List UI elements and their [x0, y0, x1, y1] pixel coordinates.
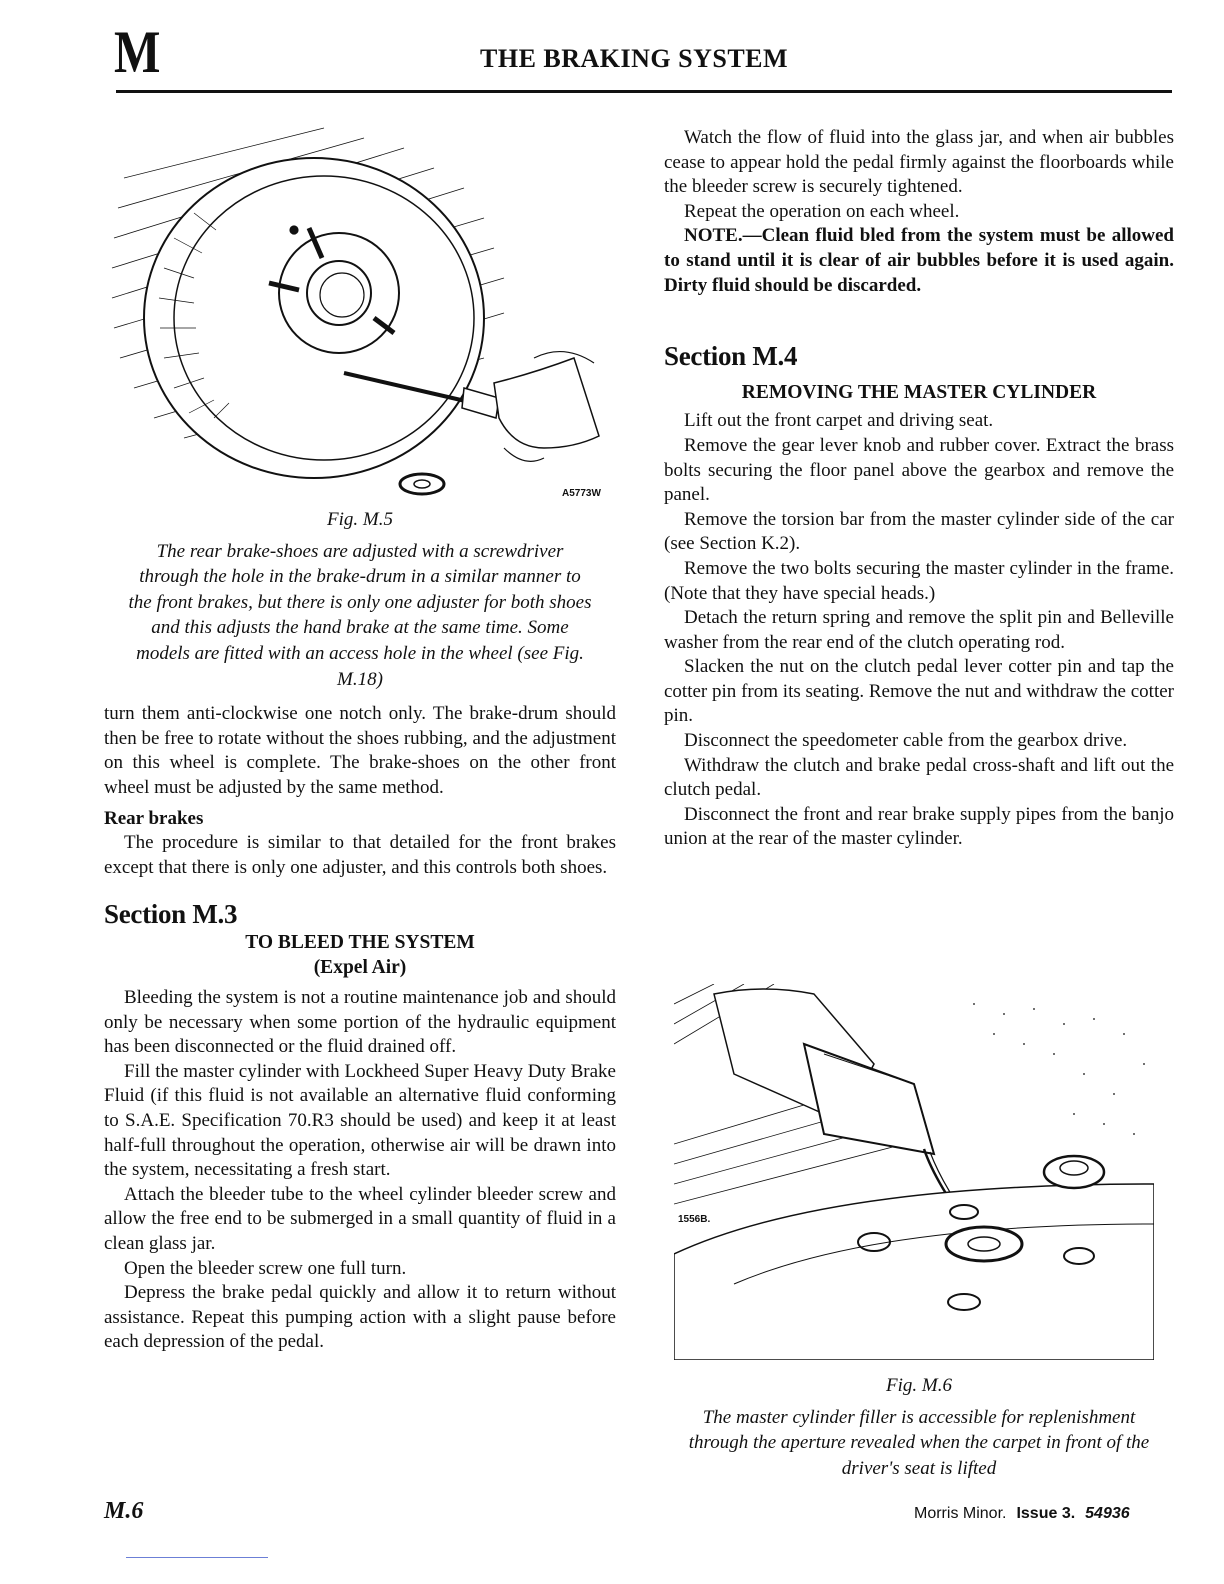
bleed-paragraph: Fill the master cylinder with Lockheed Super Heavy Duty Brake Fluid (if this fluid is not available an alternative fluid conforming to S.A.E. Specification 70.R3 should be used) and keep it at least half-full throughout the operation, otherwise air will be drawn into the system, necessitating a fresh start.: [104, 1060, 616, 1181]
section-letter: M: [114, 19, 161, 85]
rear-brakes-paragraph: The procedure is similar to that detailed for the front brakes except that there is only one adjuster, and this controls both shoes.: [104, 832, 616, 878]
figure-m5-brake-drum-illustration: [104, 118, 616, 502]
page-title: THE BRAKING SYSTEM: [480, 44, 789, 73]
figure-m5-caption: The rear brake-shoes are adjusted with a screwdriver through the hole in the brake-drum in a similar manner to the front brakes, but there is only one adjuster for both shoes and this adjusts the hand brake at the same time. Some models are fitted with an access hole in the wheel (see Fig. M.18): [128, 540, 592, 690]
figure-m6-label: Fig. M.6: [886, 1375, 952, 1396]
figure-m6-code: 1556B.: [678, 1214, 711, 1225]
right-column: [664, 126, 1174, 852]
publication-name: Morris Minor.: [914, 1505, 1007, 1522]
left-column: [104, 508, 616, 1355]
header-rule: [116, 90, 1172, 93]
master-cylinder-paragraph: Disconnect the speedometer cable from the gearbox drive.: [684, 730, 1128, 752]
master-cylinder-paragraph: Remove the torsion bar from the master cylinder side of the car (see Section K.2).: [664, 508, 1174, 555]
master-cylinder-paragraph: Slacken the nut on the clutch pedal lever cotter pin and tap the cotter pin from its seating. Remove the nut and withdraw the cotter pin.: [664, 656, 1174, 727]
figure-m5-code: A5773W: [562, 488, 601, 499]
master-cylinder-paragraph: Withdraw the clutch and brake pedal cross-shaft and lift out the clutch pedal.: [664, 754, 1174, 801]
bleed-paragraph: Bleeding the system is not a routine maintenance job and should only be necessary when some portion of the hydraulic equipment has been disconnected or the fluid drained off.: [104, 987, 616, 1058]
scan-artifact-line: [126, 1557, 268, 1558]
master-cylinder-paragraph: Remove the two bolts securing the master cylinder in the frame. (Note that they have special heads.): [664, 557, 1174, 604]
master-cylinder-paragraph: Lift out the front carpet and driving seat.: [684, 410, 994, 432]
publication-info: [914, 1505, 1130, 1523]
section-m4-heading: Section M.4: [664, 341, 798, 372]
bleed-paragraph: Open the bleeder screw one full turn.: [124, 1257, 407, 1279]
master-cylinder-paragraph: Remove the gear lever knob and rubber cover. Extract the brass bolts securing the floor panel above the gearbox and remove the panel.: [664, 434, 1174, 506]
section-m4-title: REMOVING THE MASTER CYLINDER: [741, 381, 1097, 403]
section-m3-title: TO BLEED THE SYSTEM: [245, 931, 475, 953]
bleed-paragraph: Attach the bleeder tube to the wheel cylinder bleeder screw and allow the free end to be submerged in a small quantity of fluid in a clean glass jar.: [104, 1183, 616, 1255]
master-cylinder-paragraph: Detach the return spring and remove the split pin and Belleville washer from the rear end of the clutch operating rod.: [664, 607, 1174, 653]
bleed-note: NOTE.—Clean fluid bled from the system must be allowed to stand until it is clear of air bubbles before it is used again. Dirty fluid should be discarded.: [664, 225, 1174, 296]
figure-m6-caption-block: [664, 1374, 1174, 1481]
issue-number: Issue 3.: [1016, 1505, 1076, 1522]
section-m3-heading: Section M.3: [104, 899, 238, 930]
figure-m5-label: Fig. M.5: [327, 509, 393, 530]
reference-number: 54936: [1085, 1505, 1130, 1522]
figure-m6-master-cylinder-illustration: [674, 984, 1154, 1360]
section-m3-subtitle: (Expel Air): [313, 956, 407, 978]
bleed-continued-paragraph: Repeat the operation on each wheel.: [684, 200, 960, 222]
bleed-paragraph: Depress the brake pedal quickly and allow it to return without assistance. Repeat this pumping action with a slight pause before each depression of the pedal.: [104, 1282, 616, 1353]
figure-m6-caption: The master cylinder filler is accessible for replenishment through the aperture revealed when the carpet in front of the driver's seat is lifted: [688, 1406, 1150, 1479]
page-number: M.6: [104, 1498, 144, 1524]
master-cylinder-paragraph: Disconnect the front and rear brake supply pipes from the banjo union at the rear of the master cylinder.: [664, 803, 1174, 850]
adjustment-paragraph: turn them anti-clockwise one notch only. The brake-drum should then be free to rotate without the shoes rubbing, and the adjustment on this wheel is complete. The brake-shoes on the other front wheel must be adjusted by the same method.: [104, 703, 616, 798]
rear-brakes-heading: Rear brakes: [104, 807, 204, 829]
bleed-continued-paragraph: Watch the flow of fluid into the glass jar, and when air bubbles cease to appear hold the pedal firmly against the floorboards while the bleeder screw is securely tightened.: [664, 127, 1174, 198]
